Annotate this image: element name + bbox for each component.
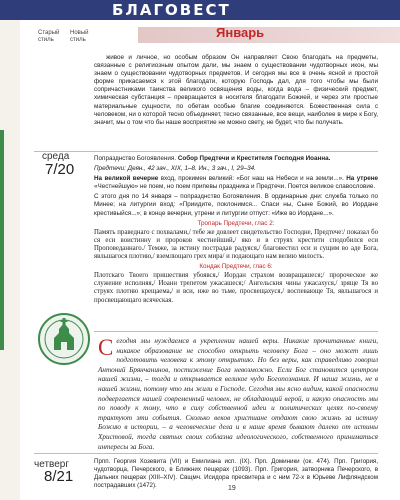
left-margin: [0, 20, 20, 500]
divider: [34, 151, 378, 152]
new-style-label: Новый стиль: [70, 30, 89, 43]
readings: Предтечи: Деян., 42 зач., XIX, 1–8. Ин., 3 зач., I, 29–34.: [94, 165, 256, 173]
feast-intro: Попразднство Богоявления.: [94, 155, 177, 162]
day-weekday: четверг: [34, 459, 69, 470]
month-title: Январь: [216, 25, 265, 40]
day-date: 7/20: [45, 161, 75, 178]
divider: [94, 331, 378, 332]
watermark-banner: [0, 0, 400, 20]
divider: [34, 453, 378, 454]
service-notes: С этого дня по 14 января – попразднство Богоявления. В ординарные дни: служба только по Минее; на литургии вход: «Приидите, поклонимся... Спаси ны, Сыне Божий, во Иордане крестивыйся...»; в конце вечерни, утрени и литургии отпуст: «Иже во Иордане...».: [94, 193, 378, 217]
sermon-text: егодня мы нуждаемся в укреплении нашей веры. Никакие прочитанные книги, никакое образование не способно открыть человеку Бога – оно может лишь подготовить человека к этому открытию. Но без веры, как справедливо говорил Антоний Брянчанинов, постижение Бога невозможно. Если Бог становится центром нашей жизни, – тогда и открывается великое чудо Богопознания. И наша жизнь, не в нашей жизни, потому что мы жили в Господе. Сегодня мы ясно видим, какой опасности подвергается нашей современный человек, не обладающий верой, и какую опасность мы по поводу к тому, что в силу собственной идеи и политических целях по-своему трактуют эти события. Сколько веков христиане отдают свою жизнь за истину Божию в истории, – а человеческие дела и в наше время бывают далеко от истины Христовой, тогда святых своих соблазна идеологического, собственного приниматься интересы за Бога.: [98, 337, 378, 451]
day-entry: [94, 155, 378, 331]
matins-text: «Честнейшую» не поем, но поем припевы праздника и Предтечи. Поется великое славословие.: [94, 183, 376, 191]
page-header: [20, 24, 400, 46]
intro-paragraph: живое и личное, но особым образом Он направляет Свою благодать на предметы, связанные с религиозным опытом дали, мы знаем о существовании чудотворных икон, мы знаем о существовании чудотворных предметов. И сегодня мы все в очень ясной и простой форме прикасаемся к этой благодати, которую Господь дал, для того чтобы мы были сопричастниками таинства великого освящения воды, когда вода – физический предмет, химическая субстанция – превращается в носителя благодати Божией, и через эти простые материальные сущности, по обетам особые благие соединяются. Божественная сила с человеком, ни о которой тесно объединяет, тесно связанные, все вещи, наиболее в мире к Богу, значит, мы о том что бы наше восприятие не можно свету, не будет, что бы получать.: [94, 54, 378, 126]
troparion-heading: Тропарь Предтечи, глас 2:: [197, 219, 275, 227]
watermark-text: БЛАГОВЕСТ: [112, 1, 231, 19]
great-vespers-text: вход, прокимен великий: «Бог наш на Небеси и на земли...».: [160, 175, 344, 183]
margin-stripe: [0, 130, 4, 350]
old-style-label: Старый стиль: [38, 30, 60, 43]
matins-label: На утрене: [346, 175, 379, 183]
great-vespers-label: На великой вечерне: [94, 175, 159, 183]
monastery-emblem-icon: [37, 312, 91, 366]
kontakion-text: Плотскаго Твоего пришествия убоявся,/ Иордан страхом возвращашеся;/ пророческое же служение исполняя,/ Иоанн трепетом ужасашеся;/ Ангельския чины ужасахуся,/ зряще Тя во струях плотию крещаема,/ и вси, иже во тьме, просвещахуся,/ воспевающе Тя, явльшагося и просвещающаго всяческая.: [94, 272, 378, 304]
troparion-text: Память праведнаго с похвалами,/ тебе же довлеет свидетельство Господне, Предтече:/ показал бо ся еси воистинну и пророков честнейший,/ яко и в струях крестити сподобился еси Проповеданнаго./ Темже, за истину пострадав радуяся,/ благовестил еси и сущим во аде Бога, явльшагося плотию,/ вземлющаго грех мира/ и подающаго нам велию милость.: [94, 228, 378, 261]
drop-cap: С: [98, 335, 114, 360]
sermon-paragraph: [98, 337, 378, 452]
page-number: 19: [228, 485, 236, 492]
feast-title: Собор Предтечи и Крестителя Господня Иоанна.: [177, 155, 331, 162]
day-date: 8/21: [44, 468, 74, 485]
day-entry-text: Прпп. Георгия Хозевита (VII) и Емилиана исп. (IX). Прп. Доминики (ок. 474). Прп. Григория, чудотворца, Печерского, в Ближних пещерах (1093). Прп. Григория, затворника Печерского, в Дальних пещерах (XIII–XIV). Свщмч. Исидора пресвитера и с ним 72-х в Юрьеве Лифляндском пострадавших (1472).: [94, 458, 378, 489]
kontakion-heading: Кондак Предтечи, глас 6:: [199, 263, 273, 271]
month-band: [138, 27, 400, 43]
day-weekday: среда: [42, 151, 70, 162]
